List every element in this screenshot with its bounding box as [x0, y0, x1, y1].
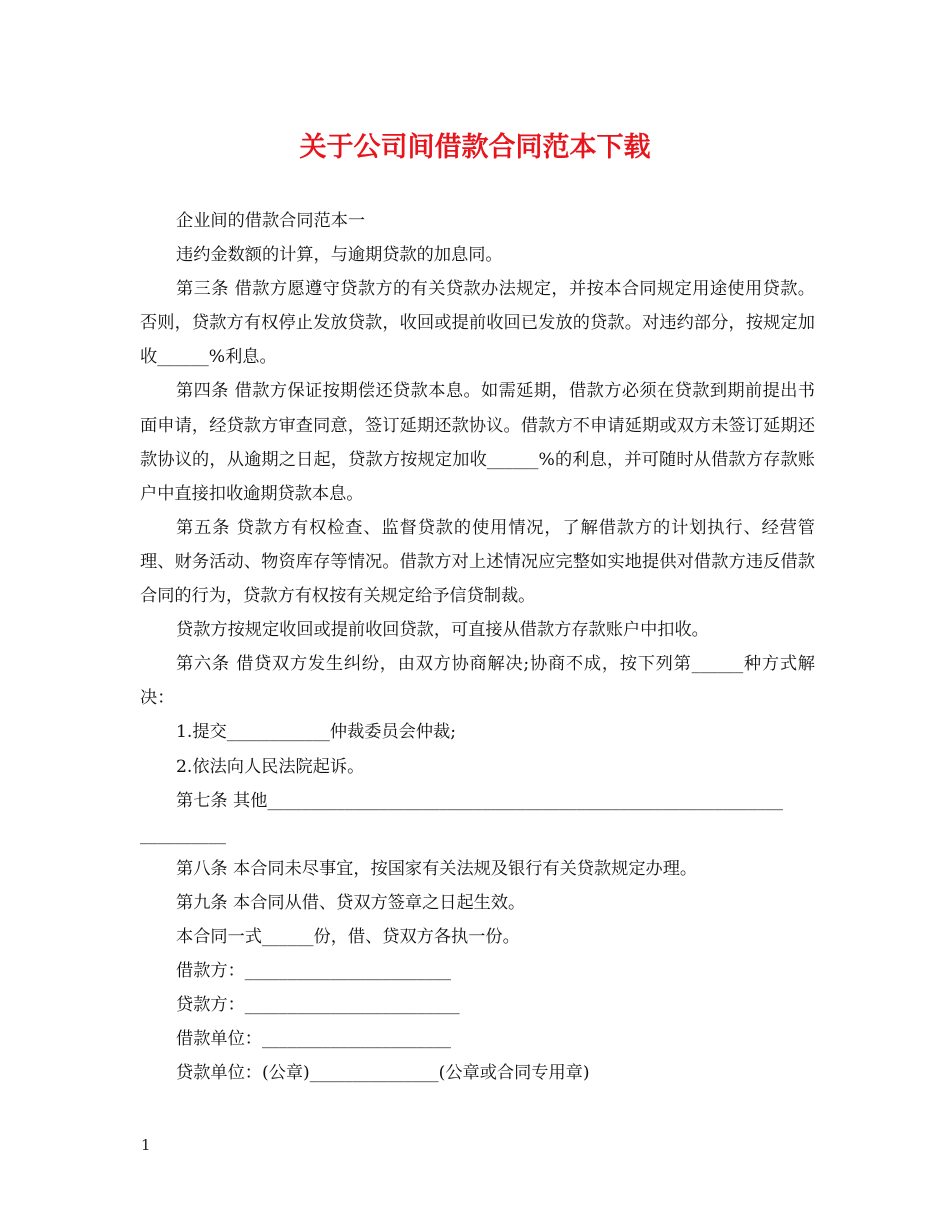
document-title: 关于公司间借款合同范本下载	[299, 132, 651, 163]
signature-borrowing-unit: 借款单位：______________________	[176, 1029, 452, 1050]
paragraph-article-8: 第八条 本合同未尽事宜，按国家有关法规及银行有关贷款规定办理。	[176, 858, 698, 879]
paragraph-copies: 本合同一式______份，借、贷双方各执一份。	[176, 926, 520, 947]
paragraph-option-2: 2.依法向人民法院起诉。	[176, 756, 365, 777]
paragraph-option-1: 1.提交____________仲裁委员会仲裁;	[176, 722, 457, 743]
paragraph-article-7-continuation: __________	[140, 824, 226, 845]
signature-lending-unit: 贷款单位：(公章)_______________(公章或合同专用章)	[176, 1063, 590, 1084]
paragraph-article-3: 第三条 借款方愿遵守贷款方的有关贷款办法规定，并按本合同规定用途使用贷款。否则，贷款方有权停止发放贷款，收回或提前收回已发放的贷款。对违约部分，按规定加收______%利息。	[140, 279, 815, 368]
page-number: 1	[141, 1136, 151, 1154]
paragraph-article-6: 第六条 借贷双方发生纠纷，由双方协商解决;协商不成，按下列第______种方式解决：	[140, 654, 815, 709]
signature-borrower: 借款方：________________________	[176, 961, 452, 982]
paragraph-heading: 企业间的借款合同范本一	[176, 211, 366, 231]
signature-lender: 贷款方：_________________________	[176, 995, 460, 1016]
document-body	[140, 204, 815, 1090]
paragraph-article-7: 第七条 其他____________________________________________________________	[176, 790, 784, 811]
paragraph-penalty: 违约金数额的计算，与逾期贷款的加息同。	[176, 245, 503, 266]
paragraph-article-9: 第九条 本合同从借、贷双方签章之日起生效。	[176, 892, 526, 913]
paragraph-article-5: 第五条 贷款方有权检查、监督贷款的使用情况，了解借款方的计划执行、经营管理、财务活动、物资库存等情况。借款方对上述情况应完整如实地提供对借款方违反借款合同的行为，贷款方有权按有关规定给予信贷制裁。	[140, 517, 815, 607]
paragraph-recall: 贷款方按规定收回或提前收回贷款，可直接从借款方存款账户中扣收。	[176, 620, 709, 641]
paragraph-article-4: 第四条 借款方保证按期偿还贷款本息。如需延期，借款方必须在贷款到期前提出书面申请，经贷款方审查同意，签订延期还款协议。借款方不申请延期或双方未签订延期还款协议的，从逾期之日起，贷款方按规定加收______%的利息，并可随时从借款方存款账户中直接扣收逾期贷款本息。	[140, 381, 815, 504]
